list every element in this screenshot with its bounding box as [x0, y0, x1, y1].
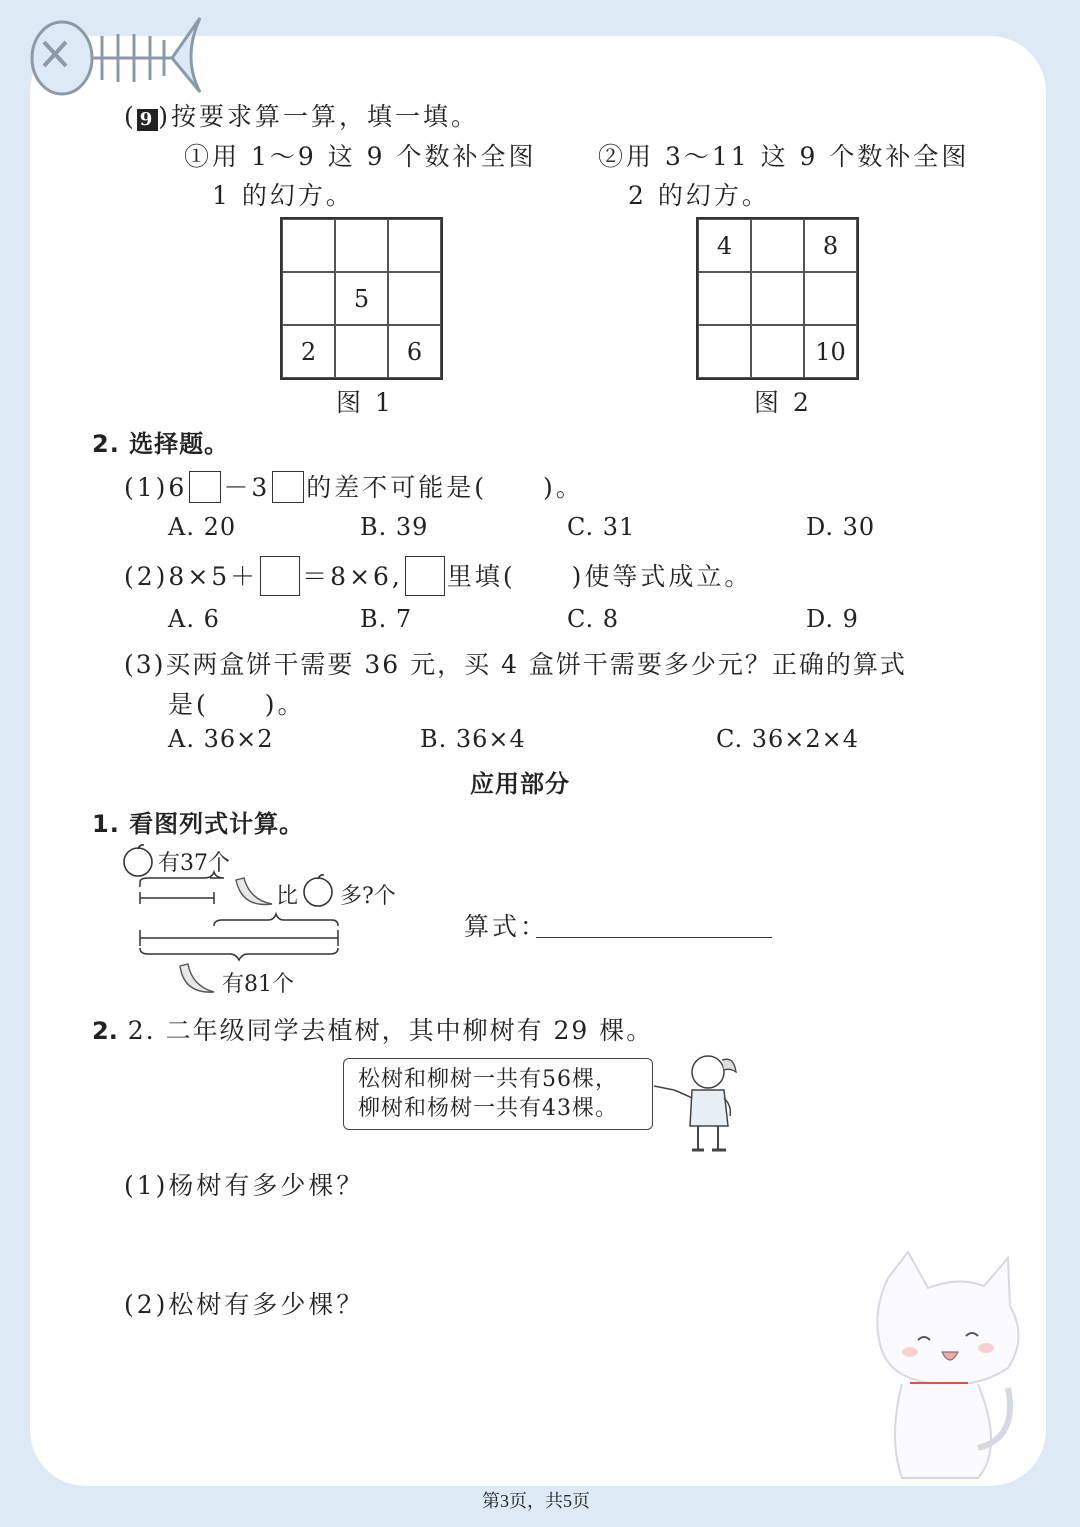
magic-cell[interactable] — [335, 325, 388, 378]
answer-box[interactable] — [272, 471, 304, 503]
cat-illustration — [858, 1248, 1028, 1484]
formula-label: 算式： — [464, 912, 549, 941]
option[interactable]: B. 7 — [360, 605, 413, 633]
bubble-line-2: 柳树和杨树一共有43棵。 — [358, 1096, 618, 1121]
page-footer: 第3页，共5页 — [482, 1491, 590, 1511]
grid1-caption: 图 1 — [336, 388, 394, 417]
banana-icon — [236, 878, 272, 905]
magic-cell: 8 — [804, 219, 857, 272]
magic-cell[interactable] — [698, 272, 751, 325]
banana-icon — [180, 964, 214, 992]
fishbone-icon — [14, 10, 204, 102]
option[interactable]: C. 36×2×4 — [716, 725, 860, 753]
answer-box[interactable] — [260, 556, 300, 596]
magic-cell: 5 — [335, 272, 388, 325]
banana-count-label: 有81个 — [222, 972, 294, 997]
option[interactable]: B. 39 — [360, 513, 429, 541]
magic-cell[interactable] — [335, 219, 388, 272]
option[interactable]: C. 8 — [567, 605, 620, 633]
magic-cell[interactable] — [388, 272, 441, 325]
formula-answer-line[interactable] — [536, 937, 772, 938]
option[interactable]: D. 30 — [806, 513, 876, 541]
compare-word: 比 — [276, 884, 299, 909]
answer-box[interactable] — [405, 556, 445, 596]
section-2-title: 2. 选择题。 — [92, 430, 230, 458]
choice-q3-line2: 是( )。 — [168, 690, 306, 719]
magic-cell[interactable] — [751, 219, 804, 272]
magic-cell: 2 — [282, 325, 335, 378]
magic-cell: 4 — [698, 219, 751, 272]
option[interactable]: A. 6 — [168, 605, 220, 633]
choice-q1: (1)6 －3 的差不可能是( )。 — [124, 468, 584, 506]
magic-cell: 10 — [804, 325, 857, 378]
app-q1-title: 1. 看图列式计算。 — [92, 810, 305, 838]
choice-q3-line1: (3)买两盒饼干需要 36 元，买 4 盒饼干需要多少元？正确的算式 — [124, 650, 907, 679]
q9-title: ( 9 )按要求算一算，填一填。 — [124, 102, 480, 131]
application-heading: 应用部分 — [470, 770, 570, 798]
choice-q2: (2)8×5＋ ＝8×6, 里填( )使等式成立。 — [124, 557, 752, 599]
magic-cell: 6 — [388, 325, 441, 378]
q9-part1-line2: 1 的幻方。 — [212, 181, 354, 210]
magic-square-2 — [696, 217, 859, 380]
girl-illustration — [650, 1050, 750, 1160]
compare-question: 多?个 — [340, 884, 396, 909]
magic-cell[interactable] — [388, 219, 441, 272]
magic-cell[interactable] — [282, 219, 335, 272]
magic-cell[interactable] — [282, 272, 335, 325]
option[interactable]: C. 31 — [567, 513, 636, 541]
app-q2-title: 2. 2. 二年级同学去植树，其中柳树有 29 棵。 — [92, 1016, 654, 1045]
magic-cell[interactable] — [698, 325, 751, 378]
magic-cell[interactable] — [804, 272, 857, 325]
apple-icon — [304, 875, 332, 906]
apple-count-label: 有37个 — [158, 851, 230, 876]
magic-cell[interactable] — [751, 325, 804, 378]
q9-part2-line1: ②用 3～11 这 9 个数补全图 — [598, 142, 970, 171]
q9-part2-line2: 2 的幻方。 — [628, 181, 770, 210]
option[interactable]: D. 9 — [806, 605, 859, 633]
grid2-caption: 图 2 — [754, 388, 812, 417]
option[interactable]: B. 36×4 — [420, 725, 526, 753]
speech-bubble — [343, 1058, 653, 1130]
magic-cell[interactable] — [751, 272, 804, 325]
app-q2-sub2: (2)松树有多少棵？ — [124, 1290, 365, 1319]
option[interactable]: A. 36×2 — [168, 725, 274, 753]
q9-part1-line1: ①用 1～9 这 9 个数补全图 — [184, 142, 537, 171]
app-q2-sub1: (1)杨树有多少棵？ — [124, 1171, 365, 1200]
magic-square-1 — [280, 217, 443, 380]
answer-box[interactable] — [189, 471, 221, 503]
apple-icon — [124, 845, 152, 876]
option[interactable]: A. 20 — [168, 513, 237, 541]
bubble-line-1: 松树和柳树一共有56棵， — [358, 1067, 618, 1092]
